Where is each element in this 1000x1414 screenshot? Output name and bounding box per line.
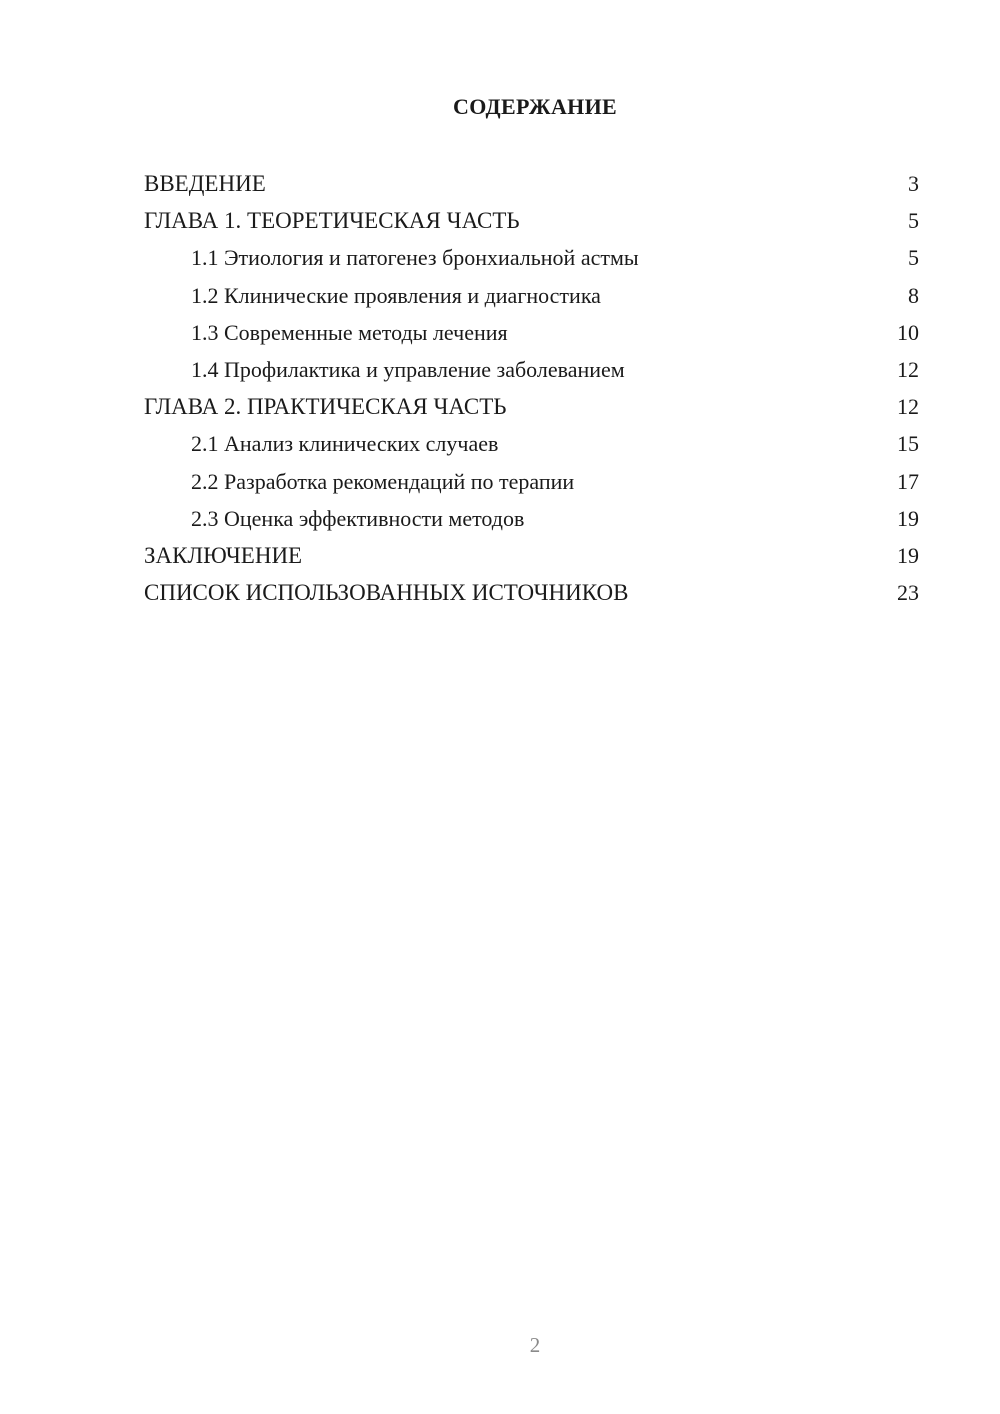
toc-entry-label: 2.3 Оценка эффективности методов bbox=[191, 505, 525, 531]
page-number: 2 bbox=[529, 1333, 541, 1357]
toc-entry bbox=[144, 280, 919, 317]
toc-entry-label: 2.1 Анализ клинических случаев bbox=[191, 431, 499, 457]
toc-entry-page: 12 bbox=[897, 394, 919, 420]
toc-entry bbox=[144, 168, 919, 205]
toc-entry-page: 23 bbox=[897, 580, 919, 606]
toc-entry-page: 10 bbox=[897, 319, 919, 345]
toc-entry bbox=[144, 428, 919, 465]
toc-entry-label: 1.4 Профилактика и управление заболеванием bbox=[191, 356, 625, 382]
toc-entry-label: ЗАКЛЮЧЕНИЕ bbox=[144, 542, 303, 568]
toc-entry bbox=[144, 317, 919, 354]
toc-entry bbox=[144, 205, 919, 242]
toc-entry-page: 5 bbox=[908, 245, 919, 271]
toc-entry-label: 1.2 Клинические проявления и диагностика bbox=[191, 282, 601, 308]
toc-entry bbox=[144, 466, 919, 503]
toc-entry bbox=[144, 391, 919, 428]
toc-entry-label: 1.3 Современные методы лечения bbox=[191, 319, 508, 345]
toc-entry-label: ВВЕДЕНИЕ bbox=[144, 171, 266, 196]
toc-entry-page: 12 bbox=[897, 356, 919, 382]
table-of-contents bbox=[144, 168, 919, 614]
toc-entry bbox=[144, 577, 919, 614]
toc-entry-label: 1.1 Этиология и патогенез бронхиальной астмы bbox=[191, 245, 639, 271]
toc-entry-label: ГЛАВА 2. ПРАКТИЧЕСКАЯ ЧАСТЬ bbox=[144, 394, 507, 420]
toc-entry-page: 3 bbox=[908, 171, 919, 196]
toc-entry-page: 17 bbox=[897, 468, 919, 494]
toc-entry-label: ГЛАВА 1. ТЕОРЕТИЧЕСКАЯ ЧАСТЬ bbox=[144, 208, 520, 234]
toc-entry-page: 19 bbox=[897, 542, 919, 568]
toc-entry bbox=[144, 354, 919, 391]
toc-entry bbox=[144, 503, 919, 540]
toc-entry-page: 8 bbox=[908, 282, 919, 308]
toc-entry-page: 15 bbox=[897, 431, 919, 457]
toc-title: СОДЕРЖАНИЕ bbox=[453, 94, 617, 119]
toc-entry bbox=[144, 540, 919, 577]
toc-entry-page: 19 bbox=[897, 505, 919, 531]
toc-entry-page: 5 bbox=[908, 208, 919, 234]
toc-entry-label: 2.2 Разработка рекомендаций по терапии bbox=[191, 468, 575, 494]
toc-entry-label: СПИСОК ИСПОЛЬЗОВАННЫХ ИСТОЧНИКОВ bbox=[144, 580, 629, 606]
toc-entry bbox=[144, 242, 919, 279]
